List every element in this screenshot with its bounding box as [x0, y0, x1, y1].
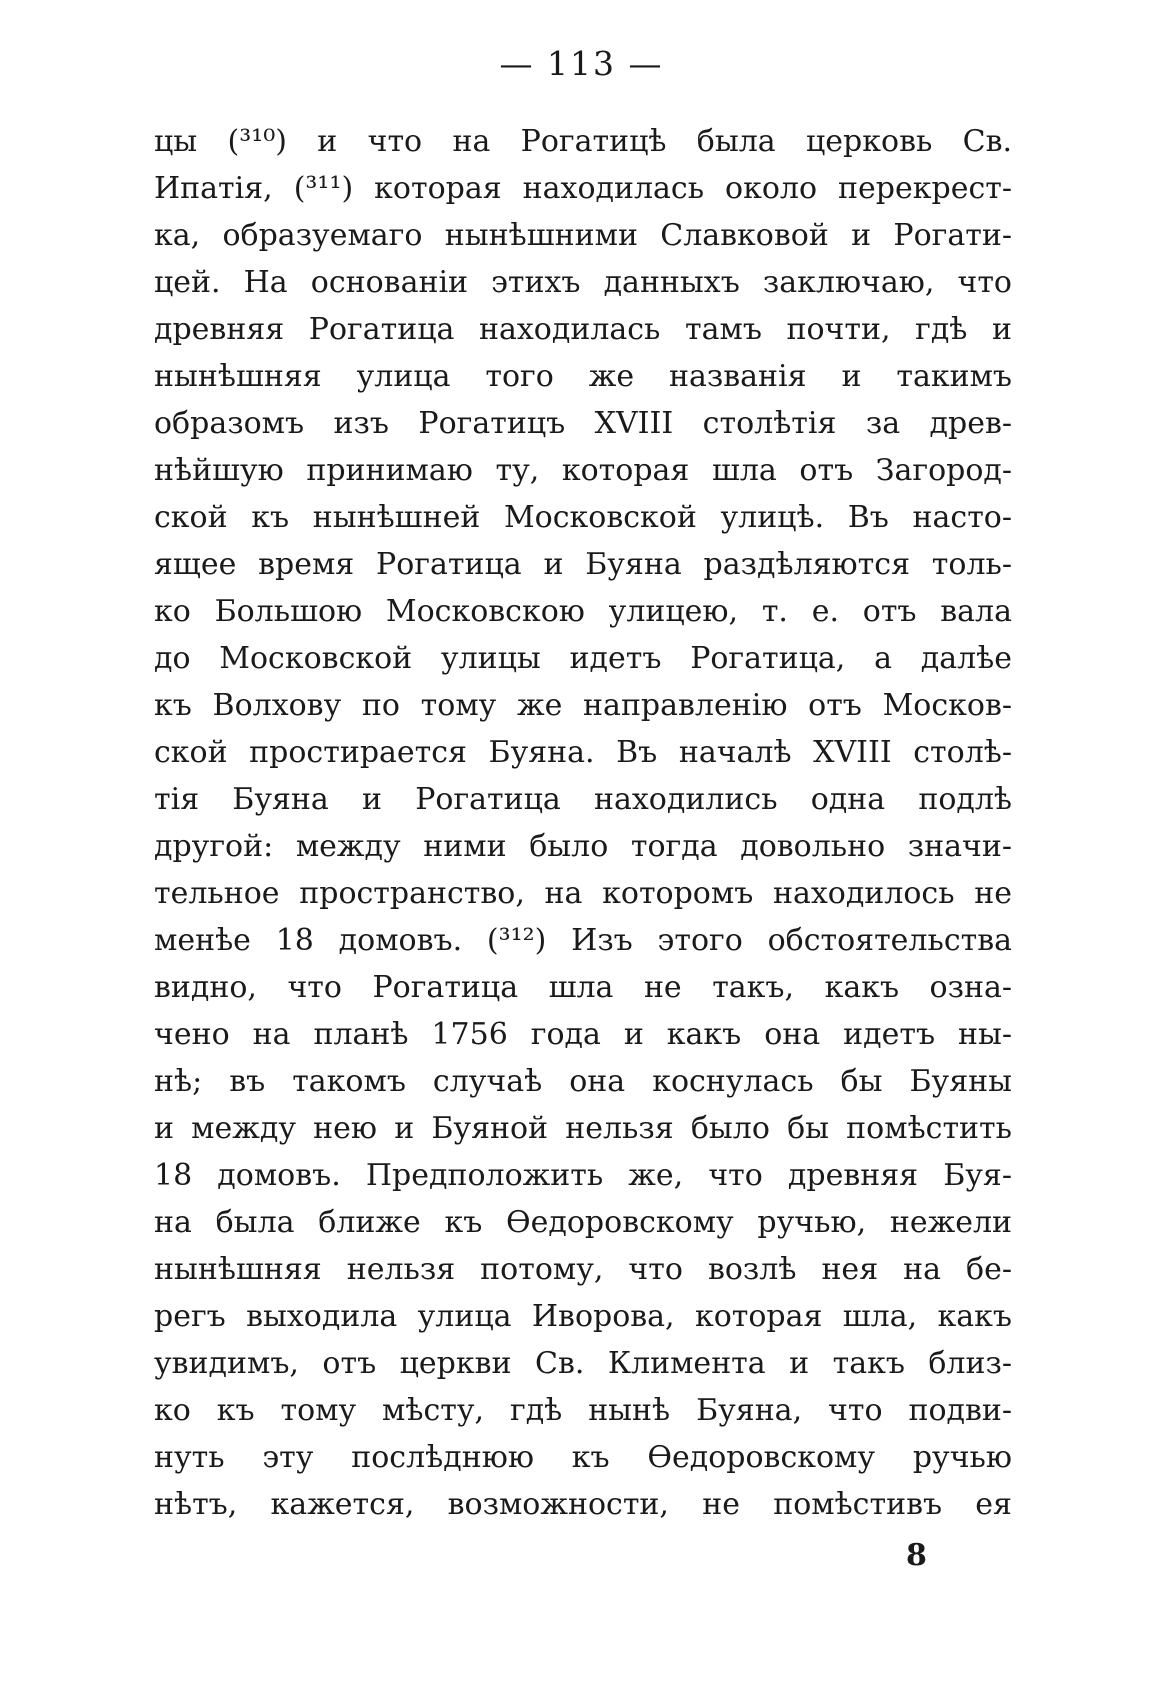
page-number-header: — 113 —	[499, 44, 664, 83]
text-line: нѣ; въ такомъ случаѣ она коснулась бы Буяны	[154, 1064, 1012, 1099]
text-line: регъ выходила улица Иворова, которая шла, какъ	[154, 1299, 1012, 1334]
text-line: къ Волхову по тому же направленію отъ Москов-	[154, 688, 1012, 723]
text-line: до Московской улицы идетъ Рогатица, а далѣе	[154, 641, 1012, 676]
text-line: менѣе 18 домовъ. (³¹²) Изъ этого обстоятельства	[154, 923, 1012, 958]
text-line: цей. На основаніи этихъ данныхъ заключаю, что	[154, 265, 1012, 300]
text-line: тельное пространство, на которомъ находилось не	[154, 876, 1012, 911]
text-line: на была ближе къ Ѳедоровскому ручью, нежели	[154, 1205, 1012, 1240]
text-line: и между нею и Буяной нельзя было бы помѣстить	[154, 1111, 1012, 1146]
text-line: цы (³¹⁰) и что на Рогатицѣ была церковь Св.	[154, 124, 1012, 159]
signature-mark: 8	[906, 1538, 927, 1573]
text-line: ской къ нынѣшней Московской улицѣ. Въ насто-	[154, 500, 1012, 535]
text-line: ка, образуемаго нынѣшними Славковой и Рогати-	[154, 218, 1012, 253]
text-line: нынѣшняя нельзя потому, что возлѣ нея на бе-	[154, 1252, 1012, 1287]
text-line: Ипатія, (³¹¹) которая находилась около перекрест-	[154, 171, 1012, 206]
text-line: образомъ изъ Рогатицъ XVIII столѣтія за древ-	[154, 406, 1012, 441]
text-line: тія Буяна и Рогатица находились одна подлѣ	[154, 782, 1012, 817]
text-line: видно, что Рогатица шла не такъ, какъ озна-	[154, 970, 1012, 1005]
text-line: чено на планѣ 1756 года и какъ она идетъ ны-	[154, 1017, 1012, 1052]
text-line: другой: между ними было тогда довольно значи-	[154, 829, 1012, 864]
text-line: нѣйшую принимаю ту, которая шла отъ Загород-	[154, 453, 1012, 488]
text-line: нѣтъ, кажется, возможности, не помѣстивъ ея	[154, 1487, 1012, 1522]
text-line: древняя Рогатица находилась тамъ почти, гдѣ и	[154, 312, 1012, 347]
text-line: ко къ тому мѣсту, гдѣ нынѣ Буяна, что подви-	[154, 1393, 1012, 1428]
text-line: нуть эту послѣднюю къ Ѳедоровскому ручью	[154, 1440, 1012, 1475]
text-line: увидимъ, отъ церкви Св. Климента и такъ близ-	[154, 1346, 1012, 1381]
text-line: 18 домовъ. Предположить же, что древняя Буя-	[154, 1158, 1012, 1193]
text-line: ко Большою Московскою улицею, т. е. отъ вала	[154, 594, 1012, 629]
text-line: ской простирается Буяна. Въ началѣ XVIII столѣ-	[154, 735, 1012, 770]
text-line: ящее время Рогатица и Буяна раздѣляются толь-	[154, 547, 1012, 582]
text-line: нынѣшняя улица того же названія и такимъ	[154, 359, 1012, 394]
body-text	[154, 118, 1012, 1528]
